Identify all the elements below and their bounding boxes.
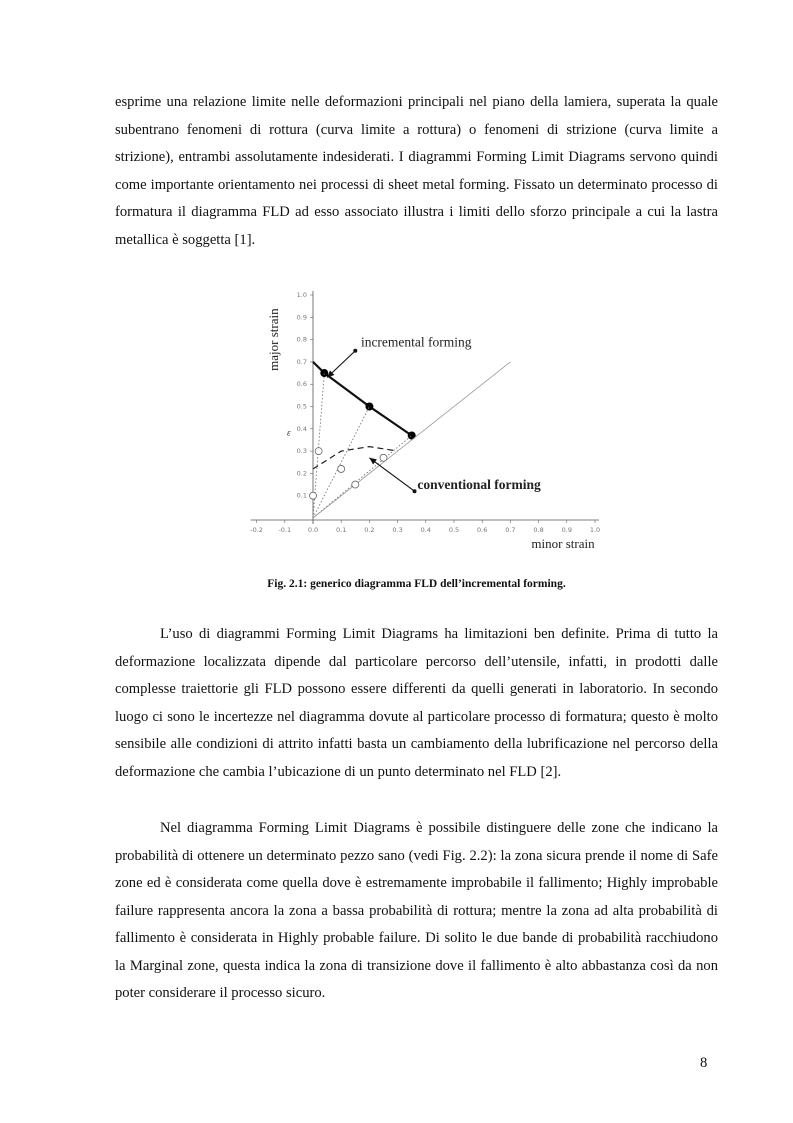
x-tick-label: 0.2	[364, 526, 375, 534]
y-tick-label: 0.5	[296, 402, 307, 411]
x-tick-label: 0.3	[392, 526, 403, 534]
data-point-open	[338, 465, 345, 472]
x-tick-label: 0.6	[477, 526, 488, 534]
y-tick-label: 0.8	[296, 335, 307, 344]
y-tick-label: 0.3	[296, 447, 307, 456]
x-axis-label: minor strain	[531, 536, 595, 551]
annotation-incremental-forming: incremental forming	[360, 334, 472, 350]
data-point-open	[315, 448, 322, 455]
data-point-open	[352, 481, 359, 488]
x-tick-label: 0.4	[420, 526, 431, 534]
y-tick-label: 0.2	[296, 469, 307, 478]
annotation-arrow-tail	[413, 489, 417, 493]
x-tick-label: -0.1	[278, 526, 292, 534]
annotation-arrow-head	[369, 458, 377, 465]
y-tick-label: 1.0	[296, 291, 307, 299]
y-axis-label: major strain	[266, 308, 281, 371]
data-point-filled	[365, 403, 373, 411]
paragraph-zones: Nel diagramma Forming Limit Diagrams è possibile distinguere delle zone che indicano la probabilità di ottenere un determinato pezzo sano (vedi Fig. 2.2): la zona sicura prende il nome di Safe zone ed è considerata come quella dove è estremamente improbabile il fallimento; Highly improbable failure rappresenta ancora la zona a bassa probabilità di rottura; mentre la zona ad alta probabilità di fallimento è considerata in Highly probable failure. Di solito le due bande di probabilità racchiudono la Marginal zone, questa indica la zona di transizione dove il fallimento è alto abbastanza così da non poter considerare il processo sicuro.	[115, 820, 718, 1001]
annotation-conventional-forming: conventional forming	[417, 477, 541, 493]
x-tick-label: -0.2	[250, 526, 263, 534]
data-point-filled	[320, 369, 328, 377]
y-tick-label: 0.1	[296, 491, 307, 500]
series-line-3	[313, 407, 369, 519]
fld-chart	[233, 265, 613, 570]
data-point-filled	[408, 431, 416, 439]
x-tick-label: 0.5	[448, 526, 460, 534]
x-tick-label: 0.0	[307, 526, 319, 534]
y-tick-label: 0.4	[296, 424, 307, 433]
x-tick-label: 1.0	[589, 526, 601, 534]
y-tick-label: 0.9	[296, 313, 307, 322]
y-tick-label: 0.7	[296, 357, 307, 366]
paragraph-limitations: L’uso di diagrammi Forming Limit Diagrams ha limitazioni ben definite. Prima di tutto la deformazione localizzata dipende dal particolare percorso dell’utensile, infatti, in prodotti dalle complesse traiettorie gli FLD possono essere differenti da quelli generati in laboratorio. In secondo luogo ci sono le incertezze nel diagramma dovute al particolare processo di formatura; questo è molto sensibile alle condizioni di attrito infatti basta un cambiamento della lubrificazione nel percorso della deformazione che cambia l’ubicazione di un punto determinato nel FLD [2].	[115, 626, 718, 780]
page-number: 8	[700, 1055, 708, 1071]
y-tick-label: 0.6	[296, 380, 307, 389]
fld-figure	[233, 265, 613, 570]
figure-caption: Fig. 2.1: generico diagramma FLD dell’incremental forming.	[267, 578, 566, 590]
annotation-arrow-line	[369, 458, 414, 491]
x-tick-label: 0.7	[505, 526, 516, 534]
epsilon-symbol: ε	[287, 427, 291, 438]
data-point-open	[380, 454, 387, 461]
paragraph-intro: esprime una relazione limite nelle deformazioni principali nel piano della lamiera, superata la quale subentrano fenomeni di rottura (curva limite a rottura) o fenomeni di strizione (curva limite a strizione), entrambi assolutamente indesiderati. I diagrammi Forming Limit Diagrams servono quindi come importante orientamento nei processi di sheet metal forming. Fissato un determinato processo di formatura il diagramma FLD ad esso associato illustra i limiti dello sforzo principale a cui la lastra metallica è soggetta [1].	[115, 94, 718, 248]
data-point-open	[310, 492, 317, 499]
x-tick-label: 0.8	[533, 526, 544, 534]
x-tick-label: 0.1	[336, 526, 347, 534]
annotation-arrow-tail	[353, 349, 357, 353]
x-tick-label: 0.9	[561, 526, 572, 534]
